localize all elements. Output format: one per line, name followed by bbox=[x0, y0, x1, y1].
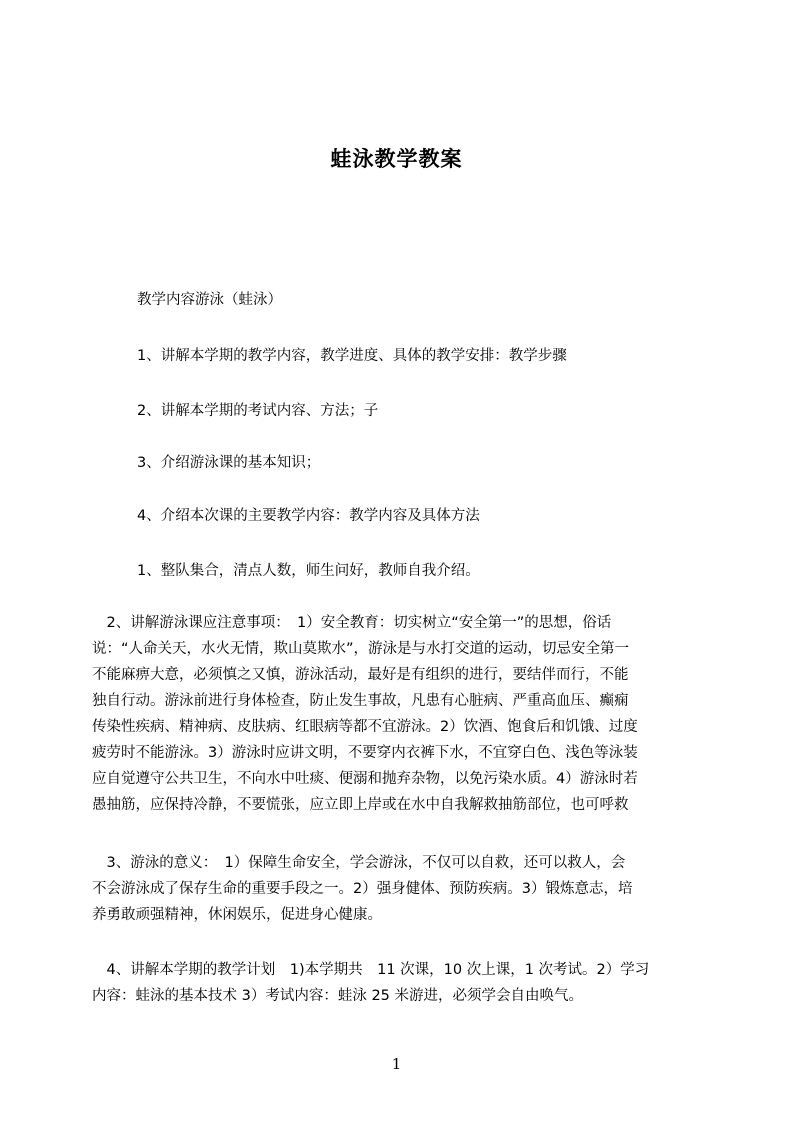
text-line: 不能麻痹大意，必须慎之又慎，游泳活动，最好是有组织的进行，要结伴而行，不能 bbox=[92, 667, 629, 683]
text-line: 说：“人命关天，水火无情，欺山莫欺水”，游泳是与水打交道的运动，切忌安全第一 bbox=[92, 641, 630, 657]
paragraph-teaching-content: 教学内容游泳（蛙泳） bbox=[137, 292, 282, 308]
text-line: 2、讲解游泳课应注意事项： 1）安全教育：切实树立“安全第一”的思想，俗话 bbox=[92, 615, 612, 631]
text-line: 传染性疾病、精神病、皮肤病、红眼病等都不宜游泳。2）饮酒、饱食后和饥饿、过度 bbox=[92, 719, 638, 735]
paragraph-safety-notes bbox=[92, 610, 697, 818]
text-line: 独自行动。游泳前进行身体检查，防止发生事故，凡患有心脏病、严重高血压、癫痫 bbox=[92, 693, 629, 709]
paragraph-swimming-meaning bbox=[92, 850, 697, 928]
text-line: 不会游泳成了保存生命的重要手段之一。2）强身健体、预防疾病。3）锻炼意志，培 bbox=[92, 881, 633, 897]
text-line: 4、讲解本学期的教学计划 1)本学期共 11 次课，10 次上课，1 次考试。2）学习 bbox=[92, 962, 650, 978]
paragraph-item-3: 3、介绍游泳课的基本知识； bbox=[137, 455, 321, 471]
text-line: 3、游泳的意义： 1）保障生命安全，学会游泳，不仅可以自救，还可以救人，会 bbox=[92, 855, 626, 871]
paragraph-item-2: 2、讲解本学期的考试内容、方法；子 bbox=[137, 403, 379, 419]
paragraph-teaching-plan bbox=[92, 957, 697, 1009]
text-line: 养勇敢顽强精神，休闲娱乐，促进身心健康。 bbox=[92, 907, 382, 923]
paragraph-roll-call: 1、整队集合，清点人数，师生问好，教师自我介绍。 bbox=[137, 563, 480, 579]
text-line: 内容：蛙泳的基本技术 3）考试内容：蛙泳 25 米游进，必须学会自由唤气。 bbox=[92, 988, 584, 1004]
document-title: 蛙泳教学教案 bbox=[330, 147, 463, 171]
paragraph-item-1: 1、讲解本学期的教学内容，教学进度、具体的教学安排：教学步骤 bbox=[137, 348, 567, 364]
text-line: 疲劳时不能游泳。3）游泳时应讲文明，不要穿内衣裤下水，不宜穿白色、浅色等泳装 bbox=[92, 745, 638, 761]
text-line: 愚抽筋，应保持冷静，不要慌张，应立即上岸或在水中自我解救抽筋部位，也可呼救 bbox=[92, 797, 629, 813]
paragraph-item-4: 4、介绍本次课的主要教学内容：教学内容及具体方法 bbox=[137, 508, 480, 524]
text-line: 应自觉遵守公共卫生，不向水中吐痰、便溺和抛弃杂物，以免污染水质。4）游泳时若 bbox=[92, 771, 638, 787]
page-number: 1 bbox=[391, 1055, 402, 1073]
